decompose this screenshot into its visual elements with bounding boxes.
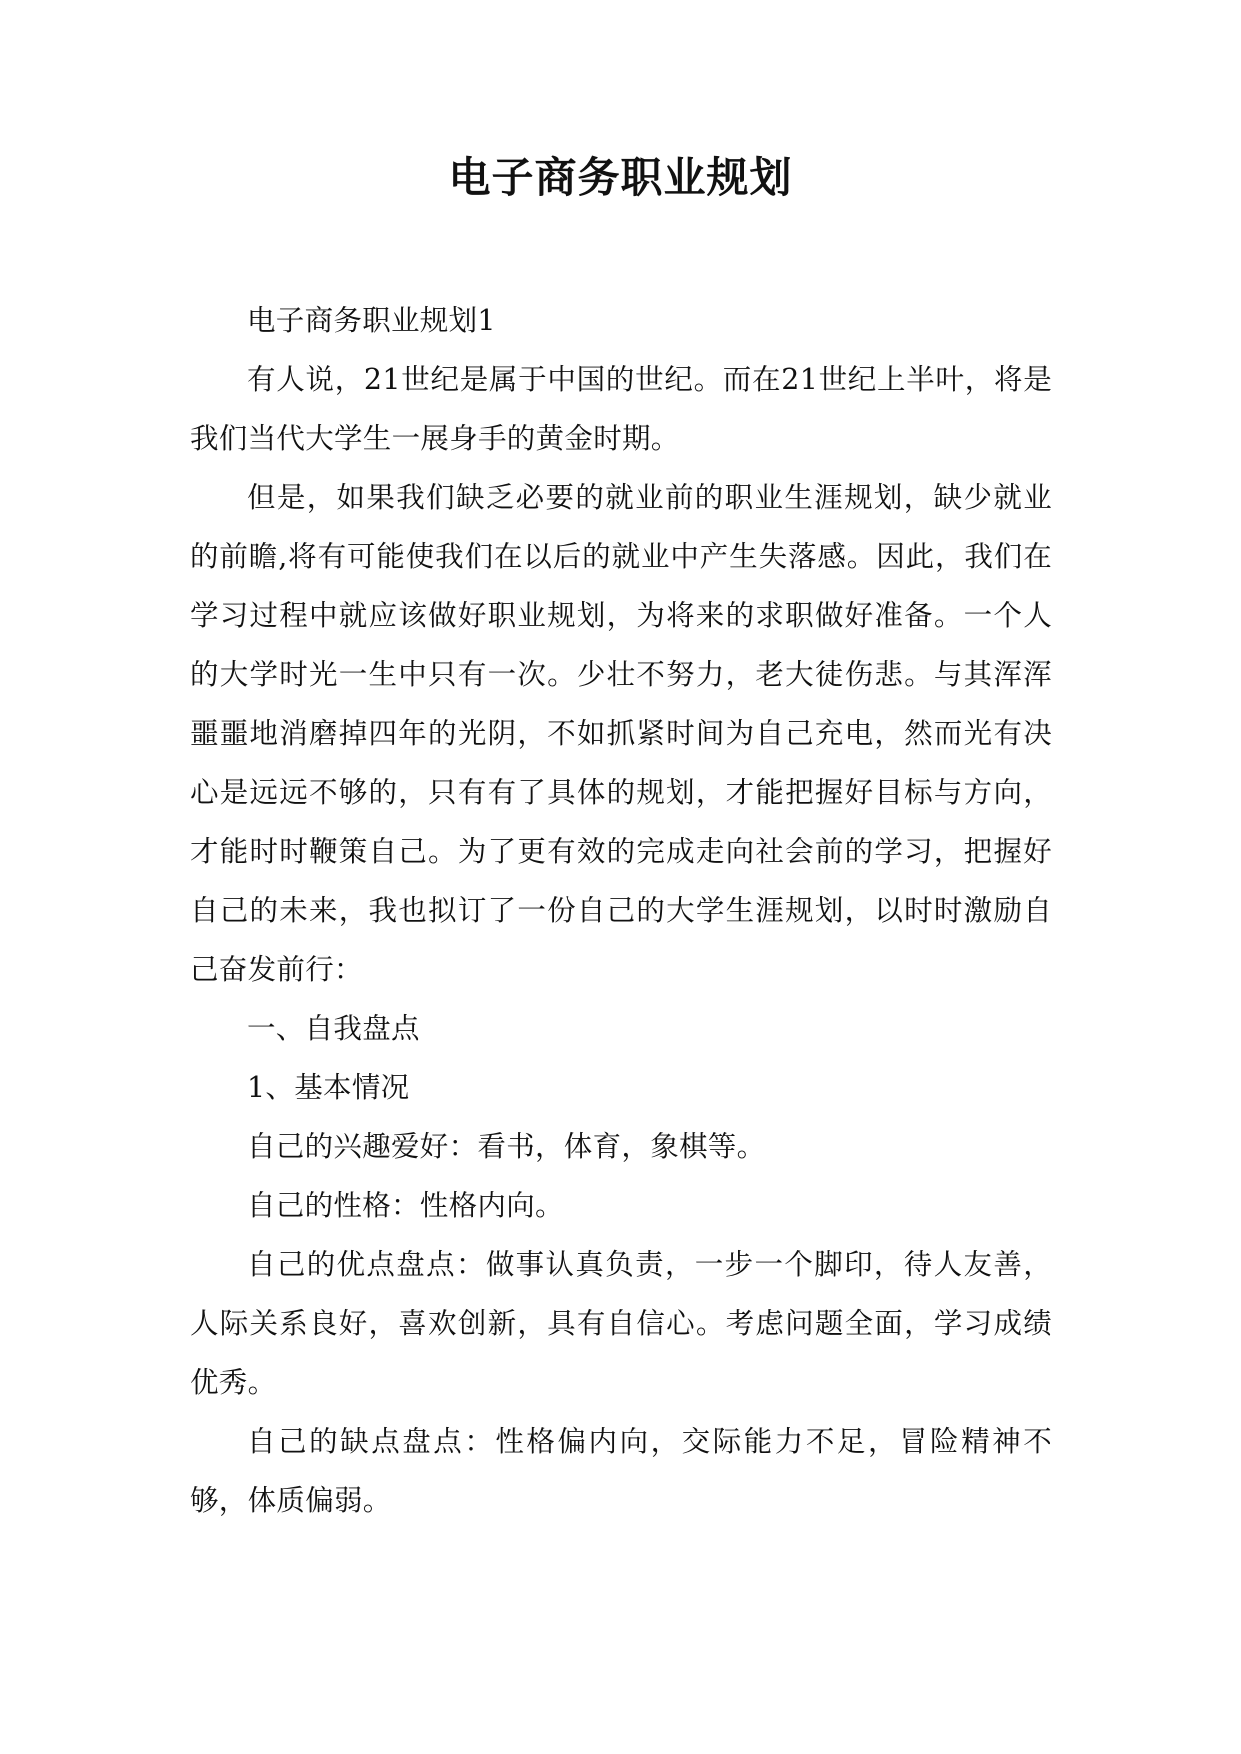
section-heading: 一、自我盘点	[247, 1012, 420, 1045]
paragraph: 有人说，21世纪是属于中国的世纪。而在21世纪上半叶，将是我们当代大学生一展身手的黄金时期。	[190, 363, 1052, 455]
document-title: 电子商务职业规划	[448, 153, 793, 202]
paragraph: 自己的优点盘点：做事认真负责，一步一个脚印，待人友善，人际关系良好，喜欢创新，具有自信心。考虑问题全面，学习成绩优秀。	[190, 1248, 1052, 1399]
paragraph: 自己的兴趣爱好：看书，体育，象棋等。	[247, 1130, 766, 1163]
subsection-heading: 1、基本情况	[247, 1071, 410, 1104]
paragraph: 自己的性格：性格内向。	[247, 1189, 564, 1222]
paragraph: 但是，如果我们缺乏必要的就业前的职业生涯规划，缺少就业的前瞻,将有可能使我们在以后的就业中产生失落感。因此，我们在学习过程中就应该做好职业规划，为将来的求职做好准备。一个人的大学时光一生中只有一次。少壮不努力，老大徒伤悲。与其浑浑噩噩地消磨掉四年的光阴，不如抓紧时间为自己充电，然而光有决心是远远不够的，只有有了具体的规划，才能把握好目标与方向，才能时时鞭策自己。为了更有效的完成走向社会前的学习，把握好自己的未来，我也拟订了一份自己的大学生涯规划，以时时激励自己奋发前行：	[190, 481, 1052, 986]
document-body	[190, 291, 1052, 1530]
paragraph: 自己的缺点盘点：性格偏内向，交际能力不足，冒险精神不够，体质偏弱。	[190, 1425, 1052, 1517]
section-heading: 电子商务职业规划1	[247, 304, 496, 337]
